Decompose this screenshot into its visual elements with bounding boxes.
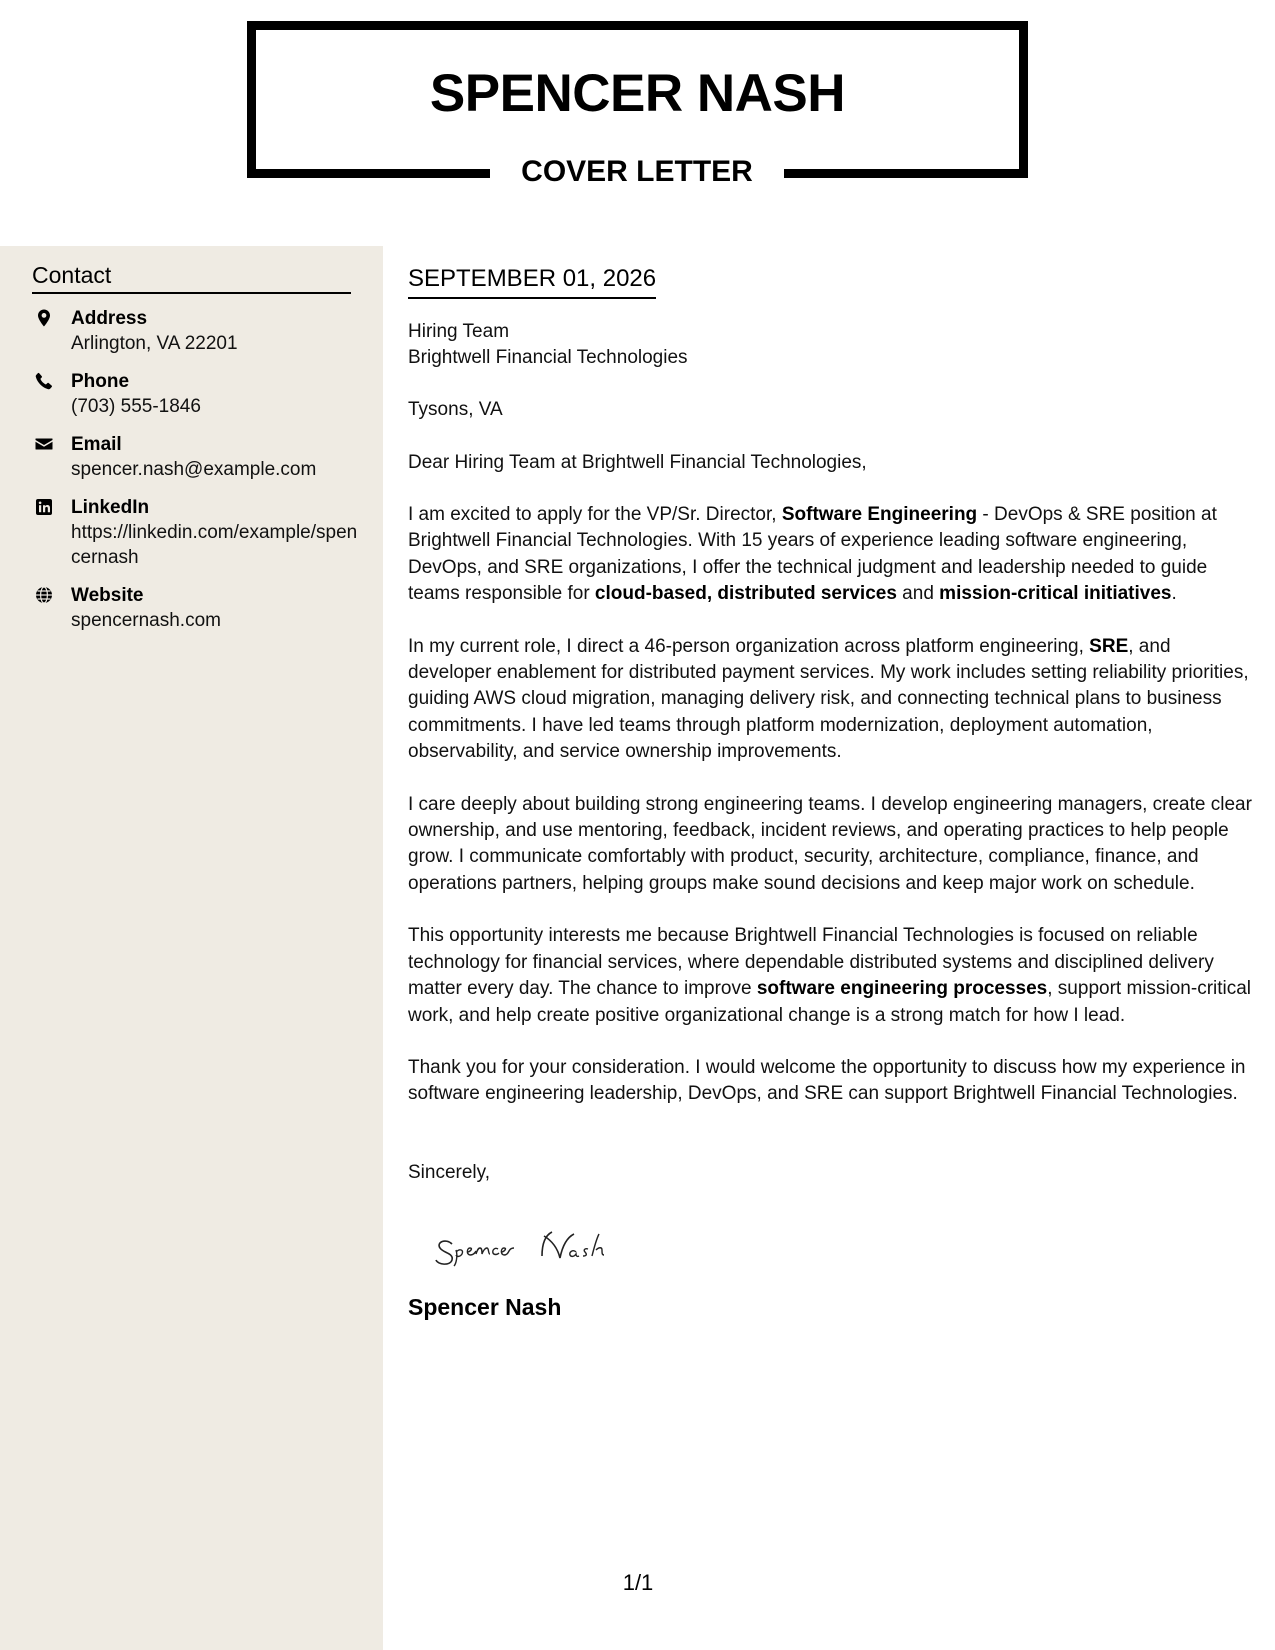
- recipient-company: Brightwell Financial Technologies: [408, 347, 688, 368]
- contact-value[interactable]: https://linkedin.com/example/spencernash: [71, 522, 358, 568]
- paragraph-text: - DevOps & SRE position at Brightwell Financial Technologies. With 15 years of experience leading software engineering, DevOps, and SRE organizations, I offer the technical judgment and leadership needed to guide teams responsible for: [408, 504, 1217, 605]
- handwritten-signature: [430, 1222, 660, 1272]
- paragraph-text: .: [1171, 583, 1177, 605]
- emphasized-text: software engineering processes: [756, 978, 1048, 1000]
- contact-heading: Contact: [32, 260, 351, 294]
- contact-label: Email: [71, 434, 122, 455]
- page-number: 1/1: [622, 1570, 654, 1595]
- letter-body: [408, 262, 1253, 1322]
- contact-value: spencer.nash@example.com: [71, 459, 317, 480]
- letter-paragraph: [408, 792, 1253, 898]
- emphasized-text: SRE: [1089, 635, 1129, 657]
- recipient-team: Hiring Team: [408, 321, 510, 342]
- emphasized-text: mission-critical initiatives: [939, 583, 1172, 605]
- header-frame-bottom-left: [247, 169, 490, 178]
- letter-paragraph: [408, 634, 1253, 766]
- contact-label: Address: [71, 308, 148, 329]
- letter-paragraph: [408, 923, 1253, 1029]
- recipient-block: [408, 319, 1253, 371]
- contact-label: Phone: [71, 371, 130, 392]
- header-frame-bottom-right: [784, 169, 1028, 178]
- phone-icon: [34, 371, 54, 391]
- contact-sidebar: [0, 246, 383, 1650]
- applicant-name-title: SPENCER NASH: [429, 64, 846, 123]
- letter-paragraph: [408, 502, 1253, 608]
- paragraph-text: This opportunity interests me because Brightwell Financial Technologies is focused on reliable technology for financial services, where dependable distributed systems and disciplined delivery matter every day. The chance to improve: [408, 925, 1214, 1000]
- recipient-city: Tysons, VA: [408, 399, 503, 420]
- paragraph-text: , and developer enablement for distributed payment services. My work includes setting reliability priorities, guiding AWS cloud migration, managing delivery risk, and connecting technical plans to business commitments. I have led teams through platform modernization, deployment automation, observability, and service ownership improvements.: [408, 635, 1249, 763]
- paragraph-text: , support mission-critical work, and help create positive organizational change is a strong match for how I lead.: [408, 978, 1252, 1026]
- paragraph-text: In my current role, I direct a 46-person organization across platform engineering,: [408, 635, 1090, 657]
- paragraph-text: Thank you for your consideration. I would welcome the opportunity to discuss how my experience in software engineering leadership, DevOps, and SRE can support Brightwell Financial Technologies.: [408, 1056, 1246, 1105]
- emphasized-text: cloud-based, distributed services: [594, 583, 897, 605]
- signer-name: Spencer Nash: [408, 1293, 562, 1320]
- globe-icon: [34, 585, 54, 605]
- paragraph-text: I care deeply about building strong engineering teams. I develop engineering managers, create clear ownership, and use mentoring, feedback, incident reviews, and operating practices to help people grow. I communicate comfortably with product, security, architecture, compliance, finance, and operations partners, helping groups make sound decisions and keep major work on schedule.: [408, 793, 1252, 894]
- contact-label: Website: [71, 585, 144, 606]
- paragraph-text: and: [896, 583, 940, 605]
- paragraph-text: I am excited to apply for the VP/Sr. Director,: [408, 504, 782, 525]
- contact-value[interactable]: spencernash.com: [71, 610, 221, 631]
- salutation: Dear Hiring Team at Brightwell Financial Technologies,: [408, 452, 867, 473]
- contact-value: Arlington, VA 22201: [71, 333, 238, 354]
- letter-paragraph: [408, 1055, 1253, 1108]
- linkedin-icon: [34, 497, 54, 517]
- contact-label: LinkedIn: [71, 497, 150, 518]
- letter-paragraphs: [408, 502, 1253, 1108]
- contact-value: (703) 555-1846: [71, 396, 201, 417]
- letter-date: SEPTEMBER 01, 2026: [408, 262, 656, 299]
- location-pin-icon: [34, 308, 54, 328]
- document-subtitle: COVER LETTER: [521, 155, 753, 188]
- email-icon: [34, 434, 54, 454]
- emphasized-text: Software Engineering: [781, 504, 978, 525]
- closing: Sincerely,: [408, 1161, 491, 1183]
